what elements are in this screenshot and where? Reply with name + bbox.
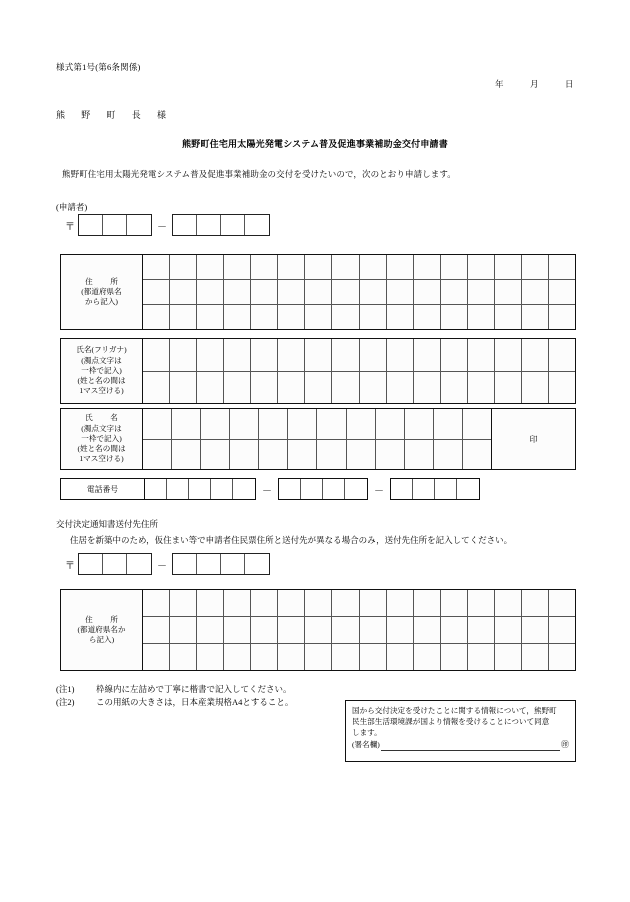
consent-line-2: 民生部生活環境課が国より情報を受けることについて同意 xyxy=(352,716,550,726)
postal-cell[interactable] xyxy=(245,215,269,235)
lead-paragraph: 熊野町住宅用太陽光発電システム普及促進事業補助金の交付を受けたいので，次のとおり申請します。 xyxy=(62,169,456,179)
postal-cell[interactable] xyxy=(245,554,269,574)
grid-cell[interactable] xyxy=(305,644,332,670)
grid-cell[interactable] xyxy=(495,617,522,643)
grid-cell[interactable] xyxy=(143,255,170,279)
form-number: 様式第1号(第6条関係) xyxy=(56,62,141,72)
grid-cell[interactable] xyxy=(278,590,305,616)
grid-cell[interactable] xyxy=(251,617,278,643)
delivery-address-label xyxy=(61,590,143,670)
grid-cell[interactable] xyxy=(414,372,441,404)
grid-cell[interactable] xyxy=(549,280,575,304)
grid-cell[interactable] xyxy=(441,617,468,643)
delivery-heading: 交付決定通知書送付先住所 xyxy=(56,519,159,529)
grid-cell[interactable] xyxy=(347,440,376,470)
note-1-text: 枠線内に左詰めで丁寧に楷書で記入してください。 xyxy=(96,684,292,694)
grid-cell[interactable] xyxy=(549,372,575,404)
telephone-group-3[interactable] xyxy=(390,478,480,500)
grid-cell[interactable] xyxy=(468,305,495,329)
name-kana-grid[interactable] xyxy=(143,339,575,403)
grid-cell[interactable] xyxy=(522,644,549,670)
telephone-cell[interactable] xyxy=(435,479,457,499)
postal-cell[interactable] xyxy=(221,554,245,574)
grid-cell[interactable] xyxy=(495,590,522,616)
grid-cell[interactable] xyxy=(332,644,359,670)
grid-cell[interactable] xyxy=(468,339,495,371)
applicant-postal-right[interactable] xyxy=(172,214,270,236)
signature-row xyxy=(352,739,569,750)
grid-cell[interactable] xyxy=(376,440,405,470)
signature-input-line[interactable] xyxy=(381,741,560,751)
postal-mark-icon: 〒 xyxy=(65,560,75,572)
grid-cell[interactable] xyxy=(197,280,224,304)
grid-cell[interactable] xyxy=(332,339,359,371)
grid-cell[interactable] xyxy=(387,339,414,371)
applicant-heading: (申請者) xyxy=(56,202,88,212)
note-1-marker: (注1) xyxy=(56,684,75,694)
address-label-note-1: (都道府県名か xyxy=(77,624,126,634)
grid-cell[interactable] xyxy=(549,339,575,371)
address-label-note-1: (都道府県名 xyxy=(81,286,122,296)
grid-cell[interactable] xyxy=(251,305,278,329)
grid-cell[interactable] xyxy=(197,305,224,329)
grid-cell[interactable] xyxy=(278,255,305,279)
delivery-address-grid[interactable] xyxy=(143,590,575,670)
grid-cell[interactable] xyxy=(360,339,387,371)
telephone-dash-1: － xyxy=(262,485,272,497)
grid-cell[interactable] xyxy=(522,372,549,404)
grid-cell[interactable] xyxy=(197,339,224,371)
grid-cell[interactable] xyxy=(230,440,259,470)
grid-cell[interactable] xyxy=(251,644,278,670)
telephone-dash-2: － xyxy=(374,485,384,497)
name-kana-label-4: (姓と名の間は xyxy=(77,376,126,386)
grid-cell[interactable] xyxy=(387,617,414,643)
grid-cell[interactable] xyxy=(495,280,522,304)
grid-cell[interactable] xyxy=(305,339,332,371)
consent-line-3: します。 xyxy=(352,727,382,737)
postal-cell[interactable] xyxy=(173,554,197,574)
grid-cell[interactable] xyxy=(463,440,491,470)
grid-row xyxy=(143,617,575,644)
grid-cell[interactable] xyxy=(224,644,251,670)
grid-cell[interactable] xyxy=(251,339,278,371)
grid-cell[interactable] xyxy=(143,280,170,304)
name-label-3: 一枠で記入) xyxy=(81,433,122,443)
grid-cell[interactable] xyxy=(170,590,197,616)
grid-row xyxy=(143,339,575,372)
grid-cell[interactable] xyxy=(360,305,387,329)
grid-cell[interactable] xyxy=(143,644,170,670)
grid-cell[interactable] xyxy=(305,255,332,279)
name-table xyxy=(60,408,576,470)
grid-cell[interactable] xyxy=(387,590,414,616)
telephone-label: 電話番号 xyxy=(60,478,144,500)
name-label-5: 1マス空ける) xyxy=(79,454,124,464)
postal-cell[interactable] xyxy=(103,554,127,574)
delivery-postal-row xyxy=(62,553,270,575)
grid-cell[interactable] xyxy=(332,372,359,404)
telephone-cell[interactable] xyxy=(345,479,367,499)
name-label-1: 氏 名 xyxy=(85,413,123,423)
address-label-title: 住 所 xyxy=(85,276,123,286)
grid-row xyxy=(143,440,491,470)
telephone-cell[interactable] xyxy=(167,479,189,499)
grid-cell[interactable] xyxy=(549,590,575,616)
grid-cell[interactable] xyxy=(441,644,468,670)
delivery-address-table xyxy=(60,589,576,671)
telephone-cell[interactable] xyxy=(279,479,301,499)
grid-cell[interactable] xyxy=(197,617,224,643)
name-kana-table xyxy=(60,338,576,404)
grid-cell[interactable] xyxy=(317,440,346,470)
grid-cell[interactable] xyxy=(143,617,170,643)
telephone-cell[interactable] xyxy=(413,479,435,499)
note-2-text: この用紙の大きさは，日本産業規格A4とすること。 xyxy=(96,697,294,707)
grid-cell[interactable] xyxy=(468,617,495,643)
address-label-title: 住 所 xyxy=(85,614,123,624)
grid-cell[interactable] xyxy=(387,644,414,670)
telephone-cell[interactable] xyxy=(233,479,255,499)
grid-cell[interactable] xyxy=(259,440,288,470)
grid-cell[interactable] xyxy=(172,440,201,470)
grid-cell[interactable] xyxy=(201,409,230,439)
grid-cell[interactable] xyxy=(143,440,172,470)
grid-cell[interactable] xyxy=(468,590,495,616)
grid-cell[interactable] xyxy=(387,255,414,279)
grid-cell[interactable] xyxy=(251,255,278,279)
grid-cell[interactable] xyxy=(360,590,387,616)
consent-line-1: 国から交付決定を受けたことに関する情報について，熊野町 xyxy=(352,706,557,715)
grid-cell[interactable] xyxy=(170,280,197,304)
grid-cell[interactable] xyxy=(360,644,387,670)
grid-row xyxy=(143,590,575,617)
telephone-cell[interactable] xyxy=(189,479,211,499)
grid-cell[interactable] xyxy=(201,440,230,470)
grid-cell[interactable] xyxy=(332,590,359,616)
grid-cell[interactable] xyxy=(143,409,172,439)
grid-cell[interactable] xyxy=(305,305,332,329)
grid-cell[interactable] xyxy=(224,372,251,404)
grid-cell[interactable] xyxy=(414,305,441,329)
grid-cell[interactable] xyxy=(522,305,549,329)
postal-dash: － xyxy=(157,221,167,233)
grid-row xyxy=(143,372,575,404)
grid-cell[interactable] xyxy=(522,280,549,304)
grid-row xyxy=(143,644,575,670)
grid-cell[interactable] xyxy=(549,644,575,670)
name-label xyxy=(61,409,143,469)
grid-cell[interactable] xyxy=(332,255,359,279)
delivery-postal-right[interactable] xyxy=(172,553,270,575)
grid-cell[interactable] xyxy=(197,644,224,670)
telephone-group-1[interactable] xyxy=(144,478,256,500)
grid-cell[interactable] xyxy=(405,409,434,439)
telephone-group-2[interactable] xyxy=(278,478,368,500)
grid-cell[interactable] xyxy=(360,280,387,304)
grid-cell[interactable] xyxy=(197,372,224,404)
grid-cell[interactable] xyxy=(288,440,317,470)
grid-cell[interactable] xyxy=(278,644,305,670)
postal-cell[interactable] xyxy=(221,215,245,235)
postal-cell[interactable] xyxy=(103,215,127,235)
grid-cell[interactable] xyxy=(549,305,575,329)
grid-cell[interactable] xyxy=(434,409,463,439)
note-2 xyxy=(56,697,293,708)
grid-cell[interactable] xyxy=(305,280,332,304)
telephone-row xyxy=(60,478,480,500)
applicant-address-table xyxy=(60,254,576,330)
consent-box xyxy=(345,700,576,762)
grid-cell[interactable] xyxy=(170,644,197,670)
grid-cell[interactable] xyxy=(170,339,197,371)
delivery-note: 住居を新築中のため，仮住まい等で申請者住民票住所と送付先が異なる場合のみ，送付先住所を記入してください。 xyxy=(70,535,513,545)
grid-row xyxy=(143,255,575,280)
grid-cell[interactable] xyxy=(441,280,468,304)
grid-cell[interactable] xyxy=(549,617,575,643)
grid-cell[interactable] xyxy=(197,255,224,279)
grid-cell[interactable] xyxy=(405,440,434,470)
grid-cell[interactable] xyxy=(278,617,305,643)
grid-cell[interactable] xyxy=(387,305,414,329)
grid-cell[interactable] xyxy=(360,255,387,279)
grid-cell[interactable] xyxy=(224,280,251,304)
grid-cell[interactable] xyxy=(468,280,495,304)
grid-row xyxy=(143,280,575,305)
grid-cell[interactable] xyxy=(522,339,549,371)
grid-cell[interactable] xyxy=(376,409,405,439)
grid-cell[interactable] xyxy=(387,372,414,404)
postal-cell[interactable] xyxy=(197,215,221,235)
applicant-postal-left[interactable] xyxy=(78,214,152,236)
address-label-note-2: ら記入) xyxy=(88,635,115,645)
seal-box[interactable] xyxy=(491,409,575,469)
grid-cell[interactable] xyxy=(259,409,288,439)
telephone-cell[interactable] xyxy=(391,479,413,499)
grid-cell[interactable] xyxy=(495,644,522,670)
grid-cell[interactable] xyxy=(347,409,376,439)
signature-label: (署名欄) xyxy=(352,739,380,749)
seal-label: 印 xyxy=(529,434,538,444)
grid-cell[interactable] xyxy=(224,255,251,279)
grid-cell[interactable] xyxy=(495,372,522,404)
date-line: 年 月 日 xyxy=(495,79,583,89)
grid-cell[interactable] xyxy=(414,617,441,643)
grid-cell[interactable] xyxy=(251,280,278,304)
grid-cell[interactable] xyxy=(332,280,359,304)
postal-mark-icon: 〒 xyxy=(65,221,75,233)
grid-cell[interactable] xyxy=(441,255,468,279)
page-title: 熊野町住宅用太陽光発電システム普及促進事業補助金交付申請書 xyxy=(182,139,448,149)
grid-cell[interactable] xyxy=(170,255,197,279)
grid-cell[interactable] xyxy=(170,372,197,404)
telephone-cell[interactable] xyxy=(145,479,167,499)
grid-cell[interactable] xyxy=(251,590,278,616)
telephone-cell[interactable] xyxy=(301,479,323,499)
grid-cell[interactable] xyxy=(434,440,463,470)
grid-cell[interactable] xyxy=(172,409,201,439)
grid-cell[interactable] xyxy=(143,305,170,329)
grid-cell[interactable] xyxy=(414,590,441,616)
postal-dash: － xyxy=(157,560,167,572)
grid-cell[interactable] xyxy=(143,339,170,371)
grid-cell[interactable] xyxy=(360,617,387,643)
grid-cell[interactable] xyxy=(305,372,332,404)
grid-cell[interactable] xyxy=(278,280,305,304)
name-grid[interactable] xyxy=(143,409,491,469)
grid-cell[interactable] xyxy=(332,305,359,329)
grid-cell[interactable] xyxy=(305,617,332,643)
applicant-address-label xyxy=(61,255,143,329)
grid-cell[interactable] xyxy=(414,280,441,304)
grid-cell[interactable] xyxy=(360,372,387,404)
grid-cell[interactable] xyxy=(468,255,495,279)
grid-cell[interactable] xyxy=(387,280,414,304)
grid-cell[interactable] xyxy=(278,339,305,371)
name-label-4: (姓と名の間は xyxy=(77,444,126,454)
grid-cell[interactable] xyxy=(549,255,575,279)
grid-cell[interactable] xyxy=(224,305,251,329)
name-kana-label-3: 一枠で記入) xyxy=(81,365,122,375)
grid-cell[interactable] xyxy=(441,372,468,404)
grid-cell[interactable] xyxy=(278,372,305,404)
name-kana-label-5: 1マス空ける) xyxy=(79,386,124,396)
grid-cell[interactable] xyxy=(441,590,468,616)
applicant-address-grid[interactable] xyxy=(143,255,575,329)
addressee: 熊 野 町 長 様 xyxy=(56,110,174,120)
grid-cell[interactable] xyxy=(143,590,170,616)
grid-cell[interactable] xyxy=(317,409,346,439)
grid-cell[interactable] xyxy=(197,590,224,616)
telephone-cell[interactable] xyxy=(211,479,233,499)
grid-cell[interactable] xyxy=(522,590,549,616)
grid-cell[interactable] xyxy=(224,617,251,643)
postal-cell[interactable] xyxy=(127,554,151,574)
telephone-cell[interactable] xyxy=(457,479,479,499)
address-label-note-2: から記入) xyxy=(85,297,118,307)
grid-cell[interactable] xyxy=(468,644,495,670)
grid-cell[interactable] xyxy=(468,372,495,404)
telephone-cell[interactable] xyxy=(323,479,345,499)
postal-cell[interactable] xyxy=(79,215,103,235)
grid-cell[interactable] xyxy=(230,409,259,439)
grid-cell[interactable] xyxy=(224,339,251,371)
grid-cell[interactable] xyxy=(332,617,359,643)
note-1 xyxy=(56,684,292,695)
grid-cell[interactable] xyxy=(170,617,197,643)
grid-cell[interactable] xyxy=(414,255,441,279)
grid-cell[interactable] xyxy=(224,590,251,616)
name-label-2: (濁点文字は xyxy=(81,423,122,433)
grid-cell[interactable] xyxy=(495,305,522,329)
postal-cell[interactable] xyxy=(79,554,103,574)
grid-cell[interactable] xyxy=(414,644,441,670)
note-2-marker: (注2) xyxy=(56,697,75,707)
postal-cell[interactable] xyxy=(173,215,197,235)
grid-cell[interactable] xyxy=(463,409,491,439)
grid-row xyxy=(143,305,575,329)
grid-cell[interactable] xyxy=(441,305,468,329)
signature-seal-icon: ㊞ xyxy=(561,740,569,750)
grid-row xyxy=(143,409,491,440)
grid-cell[interactable] xyxy=(143,372,170,404)
grid-cell[interactable] xyxy=(522,617,549,643)
grid-cell[interactable] xyxy=(305,590,332,616)
grid-cell[interactable] xyxy=(522,255,549,279)
grid-cell[interactable] xyxy=(251,372,278,404)
grid-cell[interactable] xyxy=(278,305,305,329)
name-kana-label-2: (濁点文字は xyxy=(81,355,122,365)
name-kana-label xyxy=(61,339,143,403)
name-kana-label-1: 氏名(フリガナ) xyxy=(76,345,127,355)
grid-cell[interactable] xyxy=(495,255,522,279)
grid-cell[interactable] xyxy=(288,409,317,439)
applicant-postal-row xyxy=(62,214,270,236)
postal-cell[interactable] xyxy=(127,215,151,235)
grid-cell[interactable] xyxy=(441,339,468,371)
grid-cell[interactable] xyxy=(414,339,441,371)
delivery-postal-left[interactable] xyxy=(78,553,152,575)
grid-cell[interactable] xyxy=(170,305,197,329)
grid-cell[interactable] xyxy=(495,339,522,371)
postal-cell[interactable] xyxy=(197,554,221,574)
